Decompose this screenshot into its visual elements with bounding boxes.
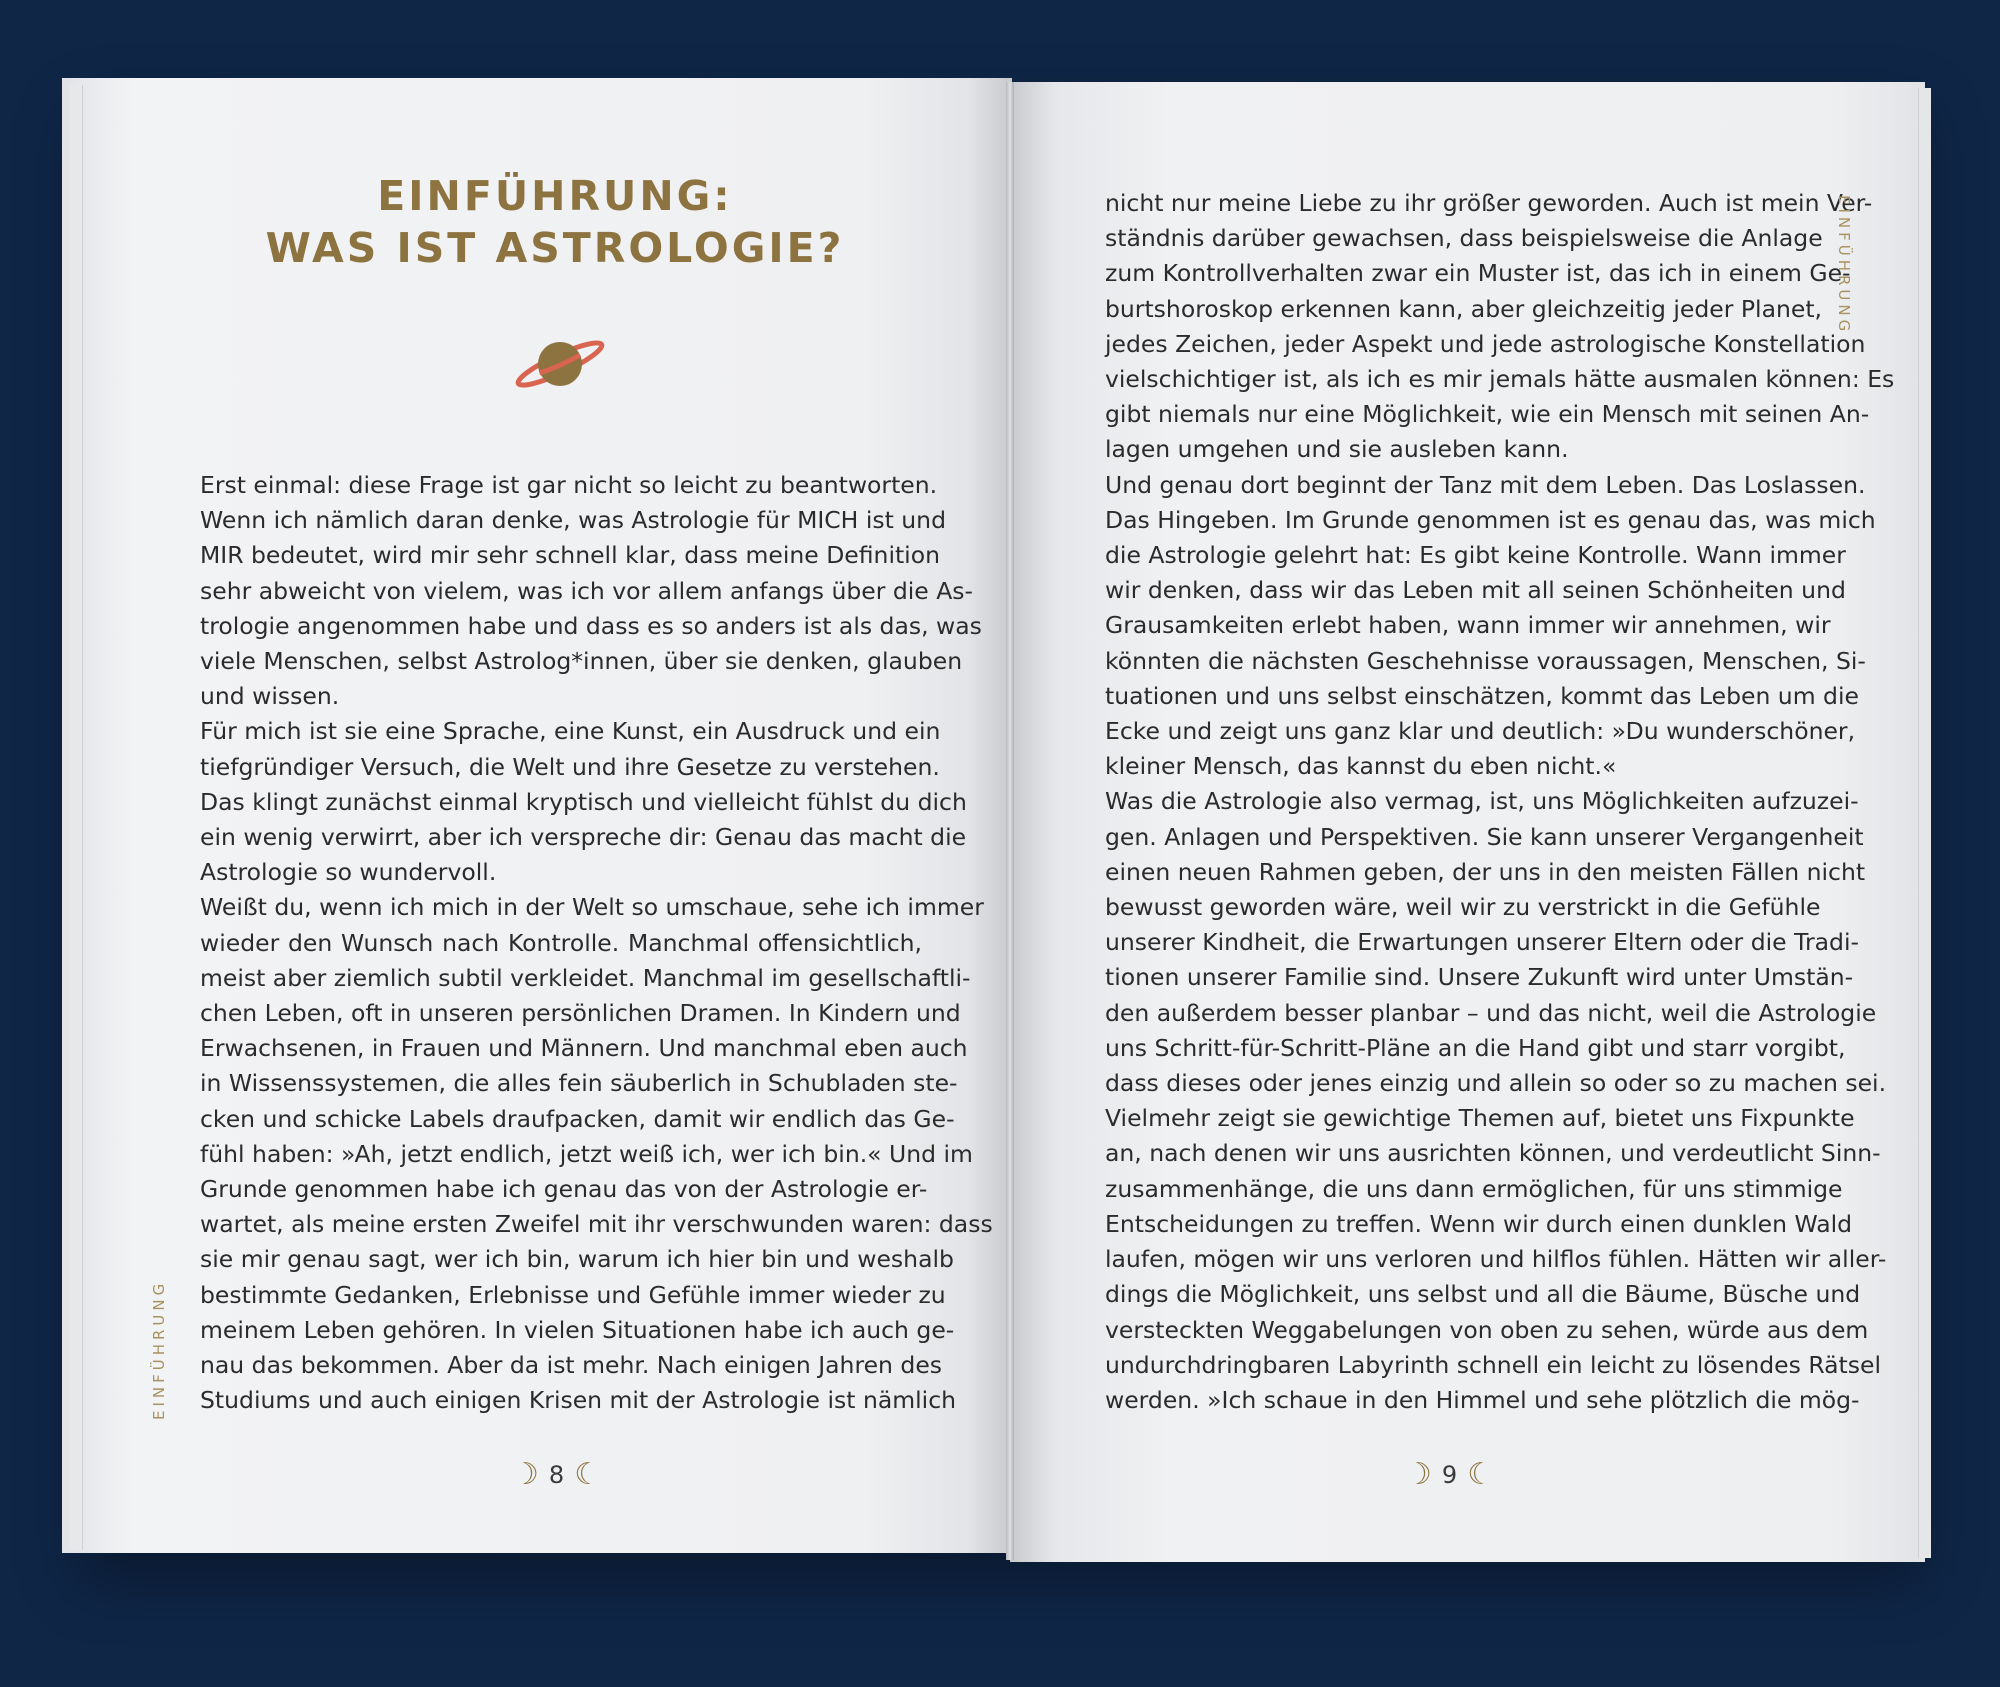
- text-line: Astrologie so wundervoll.: [200, 858, 497, 887]
- text-line: tionen unserer Familie sind. Unsere Zukunft wird unter Umstän-: [1105, 963, 1854, 992]
- left-page-folio: [512, 1455, 601, 1495]
- crescent-moon-icon: ☾: [574, 1457, 602, 1492]
- right-page-folio: [1405, 1455, 1494, 1495]
- text-line: uns Schritt-für-Schritt-Pläne an die Hand gibt und starr vorgibt,: [1105, 1033, 1846, 1062]
- text-line: Das Hingeben. Im Grunde genommen ist es genau das, was mich: [1105, 505, 1876, 534]
- right-running-head: EINFÜHRUNG: [1835, 195, 1853, 336]
- text-line: versteckten Weggabelungen von oben zu sehen, würde aus dem: [1105, 1315, 1869, 1344]
- text-line: Vielmehr zeigt sie gewichtige Themen auf, bietet uns Fixpunkte: [1105, 1104, 1855, 1133]
- text-line: meist aber ziemlich subtil verkleidet. Manchmal im gesellschaftli-: [200, 963, 971, 992]
- left-page-body-text: [200, 468, 993, 1418]
- text-line: undurchdringbaren Labyrinth schnell ein leicht zu lösendes Rätsel: [1105, 1350, 1881, 1379]
- text-line: dass dieses oder jenes einzig und allein so oder so zu machen sei.: [1105, 1069, 1887, 1098]
- text-line: vielschichtiger ist, als ich es mir jemals hätte ausmalen können: Es: [1105, 365, 1895, 394]
- text-line: wartet, als meine ersten Zweifel mit ihr verschwunden waren: dass: [200, 1210, 993, 1239]
- left-page-edges: [70, 85, 83, 1550]
- book-spine: [1006, 82, 1014, 1560]
- text-line: Wenn ich nämlich daran denke, was Astrologie für MICH ist und: [200, 506, 946, 535]
- text-line: werden. »Ich schaue in den Himmel und sehe plötzlich die mög-: [1105, 1385, 1860, 1414]
- text-line: sehr abweicht von vielem, was ich vor allem anfangs über die As-: [200, 576, 974, 605]
- text-line: wieder den Wunsch nach Kontrolle. Manchmal offensichtlich,: [200, 928, 922, 957]
- left-running-head: EINFÜHRUNG: [150, 1279, 168, 1420]
- right-page-edges: [1918, 88, 1931, 1558]
- text-line: MIR bedeutet, wird mir sehr schnell klar, dass meine Definition: [200, 541, 940, 570]
- text-line: dings die Möglichkeit, uns selbst und all die Bäume, Büsche und: [1105, 1280, 1861, 1309]
- text-line: Grausamkeiten erlebt haben, wann immer wir annehmen, wir: [1105, 611, 1831, 640]
- text-line: Ecke und zeigt uns ganz klar und deutlich: »Du wunderschöner,: [1105, 717, 1856, 746]
- text-line: einen neuen Rahmen geben, der uns in den meisten Fällen nicht: [1105, 857, 1866, 886]
- text-line: kleiner Mensch, das kannst du eben nicht.«: [1105, 752, 1617, 781]
- text-line: meinem Leben gehören. In vielen Situationen habe ich auch ge-: [200, 1315, 955, 1344]
- text-line: bewusst geworden wäre, weil wir zu verstrickt in die Gefühle: [1105, 893, 1821, 922]
- text-line: tuationen und uns selbst einschätzen, kommt das Leben um die: [1105, 681, 1859, 710]
- text-line: ein wenig verwirrt, aber ich verspreche dir: Genau das macht die: [200, 823, 967, 852]
- text-line: Und genau dort beginnt der Tanz mit dem Leben. Das Loslassen.: [1105, 470, 1866, 499]
- right-page-number: 9: [1441, 1461, 1458, 1489]
- crescent-moon-icon: ☽: [1405, 1457, 1432, 1492]
- chapter-title-line-2: WAS IST ASTROLOGIE?: [265, 224, 845, 272]
- text-line: burtshoroskop erkennen kann, aber gleichzeitig jeder Planet,: [1105, 294, 1823, 323]
- text-line: Erwachsenen, in Frauen und Männern. Und manchmal eben auch: [200, 1034, 968, 1063]
- text-line: sie mir genau sagt, wer ich bin, warum ich hier bin und weshalb: [200, 1245, 954, 1274]
- text-line: an, nach denen wir uns ausrichten können, und verdeutlicht Sinn-: [1105, 1139, 1881, 1168]
- text-line: Das klingt zunächst einmal kryptisch und vielleicht fühlst du dich: [200, 787, 967, 816]
- text-line: Grunde genommen habe ich genau das von der Astrologie er-: [200, 1175, 928, 1204]
- left-page-number: 8: [548, 1461, 565, 1489]
- text-line: unserer Kindheit, die Erwartungen unserer Eltern oder die Tradi-: [1105, 928, 1859, 957]
- text-line: bestimmte Gedanken, Erlebnisse und Gefühle immer wieder zu: [200, 1280, 946, 1309]
- text-line: chen Leben, oft in unseren persönlichen Dramen. In Kindern und: [200, 999, 961, 1028]
- text-line: jedes Zeichen, jeder Aspekt und jede astrologische Konstellation: [1105, 329, 1866, 358]
- text-line: cken und schicke Labels draufpacken, damit wir endlich das Ge-: [200, 1104, 955, 1133]
- text-line: laufen, mögen wir uns verloren und hilflos fühlen. Hätten wir aller-: [1105, 1245, 1887, 1274]
- text-line: wir denken, dass wir das Leben mit all seinen Schönheiten und: [1105, 576, 1846, 605]
- text-line: fühl haben: »Ah, jetzt endlich, jetzt weiß ich, wer ich bin.« Und im: [200, 1139, 973, 1168]
- text-line: den außerdem besser planbar – und das nicht, weil die Astrologie: [1105, 998, 1877, 1027]
- text-line: Studiums und auch einigen Krisen mit der Astrologie ist nämlich: [200, 1386, 957, 1415]
- chapter-title: [150, 170, 960, 274]
- crescent-moon-icon: ☾: [1467, 1457, 1495, 1492]
- text-line: trologie angenommen habe und dass es so anders ist als das, was: [200, 611, 982, 640]
- text-line: Für mich ist sie eine Sprache, eine Kunst, ein Ausdruck und ein: [200, 717, 941, 746]
- text-line: tiefgründiger Versuch, die Welt und ihre Gesetze zu verstehen.: [200, 752, 940, 781]
- text-line: die Astrologie gelehrt hat: Es gibt keine Kontrolle. Wann immer: [1105, 541, 1846, 570]
- text-line: viele Menschen, selbst Astrolog*innen, über sie denken, glauben: [200, 647, 963, 676]
- crescent-moon-icon: ☽: [512, 1457, 539, 1492]
- text-line: zusammenhänge, die uns dann ermöglichen, für uns stimmige: [1105, 1174, 1843, 1203]
- text-line: gen. Anlagen und Perspektiven. Sie kann unserer Vergangenheit: [1105, 822, 1864, 851]
- text-line: zum Kontrollverhalten zwar ein Muster ist, das ich in einem Ge-: [1105, 259, 1851, 288]
- chapter-title-line-1: EINFÜHRUNG:: [377, 172, 733, 220]
- ringed-planet-icon: [510, 328, 610, 398]
- text-line: nicht nur meine Liebe zu ihr größer geworden. Auch ist mein Ver-: [1105, 189, 1873, 217]
- text-line: nau das bekommen. Aber da ist mehr. Nach einigen Jahren des: [200, 1351, 943, 1380]
- text-line: Was die Astrologie also vermag, ist, uns Möglichkeiten aufzuzei-: [1105, 787, 1859, 816]
- text-line: Weißt du, wenn ich mich in der Welt so umschaue, sehe ich immer: [200, 893, 984, 922]
- text-line: und wissen.: [200, 682, 340, 711]
- text-line: Erst einmal: diese Frage ist gar nicht so leicht zu beantworten.: [200, 471, 938, 499]
- text-line: in Wissenssystemen, die alles fein säuberlich in Schubladen ste-: [200, 1069, 958, 1098]
- text-line: Entscheidungen zu treffen. Wenn wir durch einen dunklen Wald: [1105, 1209, 1853, 1238]
- text-line: ständnis darüber gewachsen, dass beispielsweise die Anlage: [1105, 224, 1823, 253]
- text-line: gibt niemals nur eine Möglichkeit, wie ein Mensch mit seinen An-: [1105, 400, 1870, 429]
- text-line: lagen umgehen und sie ausleben kann.: [1105, 435, 1569, 464]
- text-line: könnten die nächsten Geschehnisse voraussagen, Menschen, Si-: [1105, 646, 1866, 675]
